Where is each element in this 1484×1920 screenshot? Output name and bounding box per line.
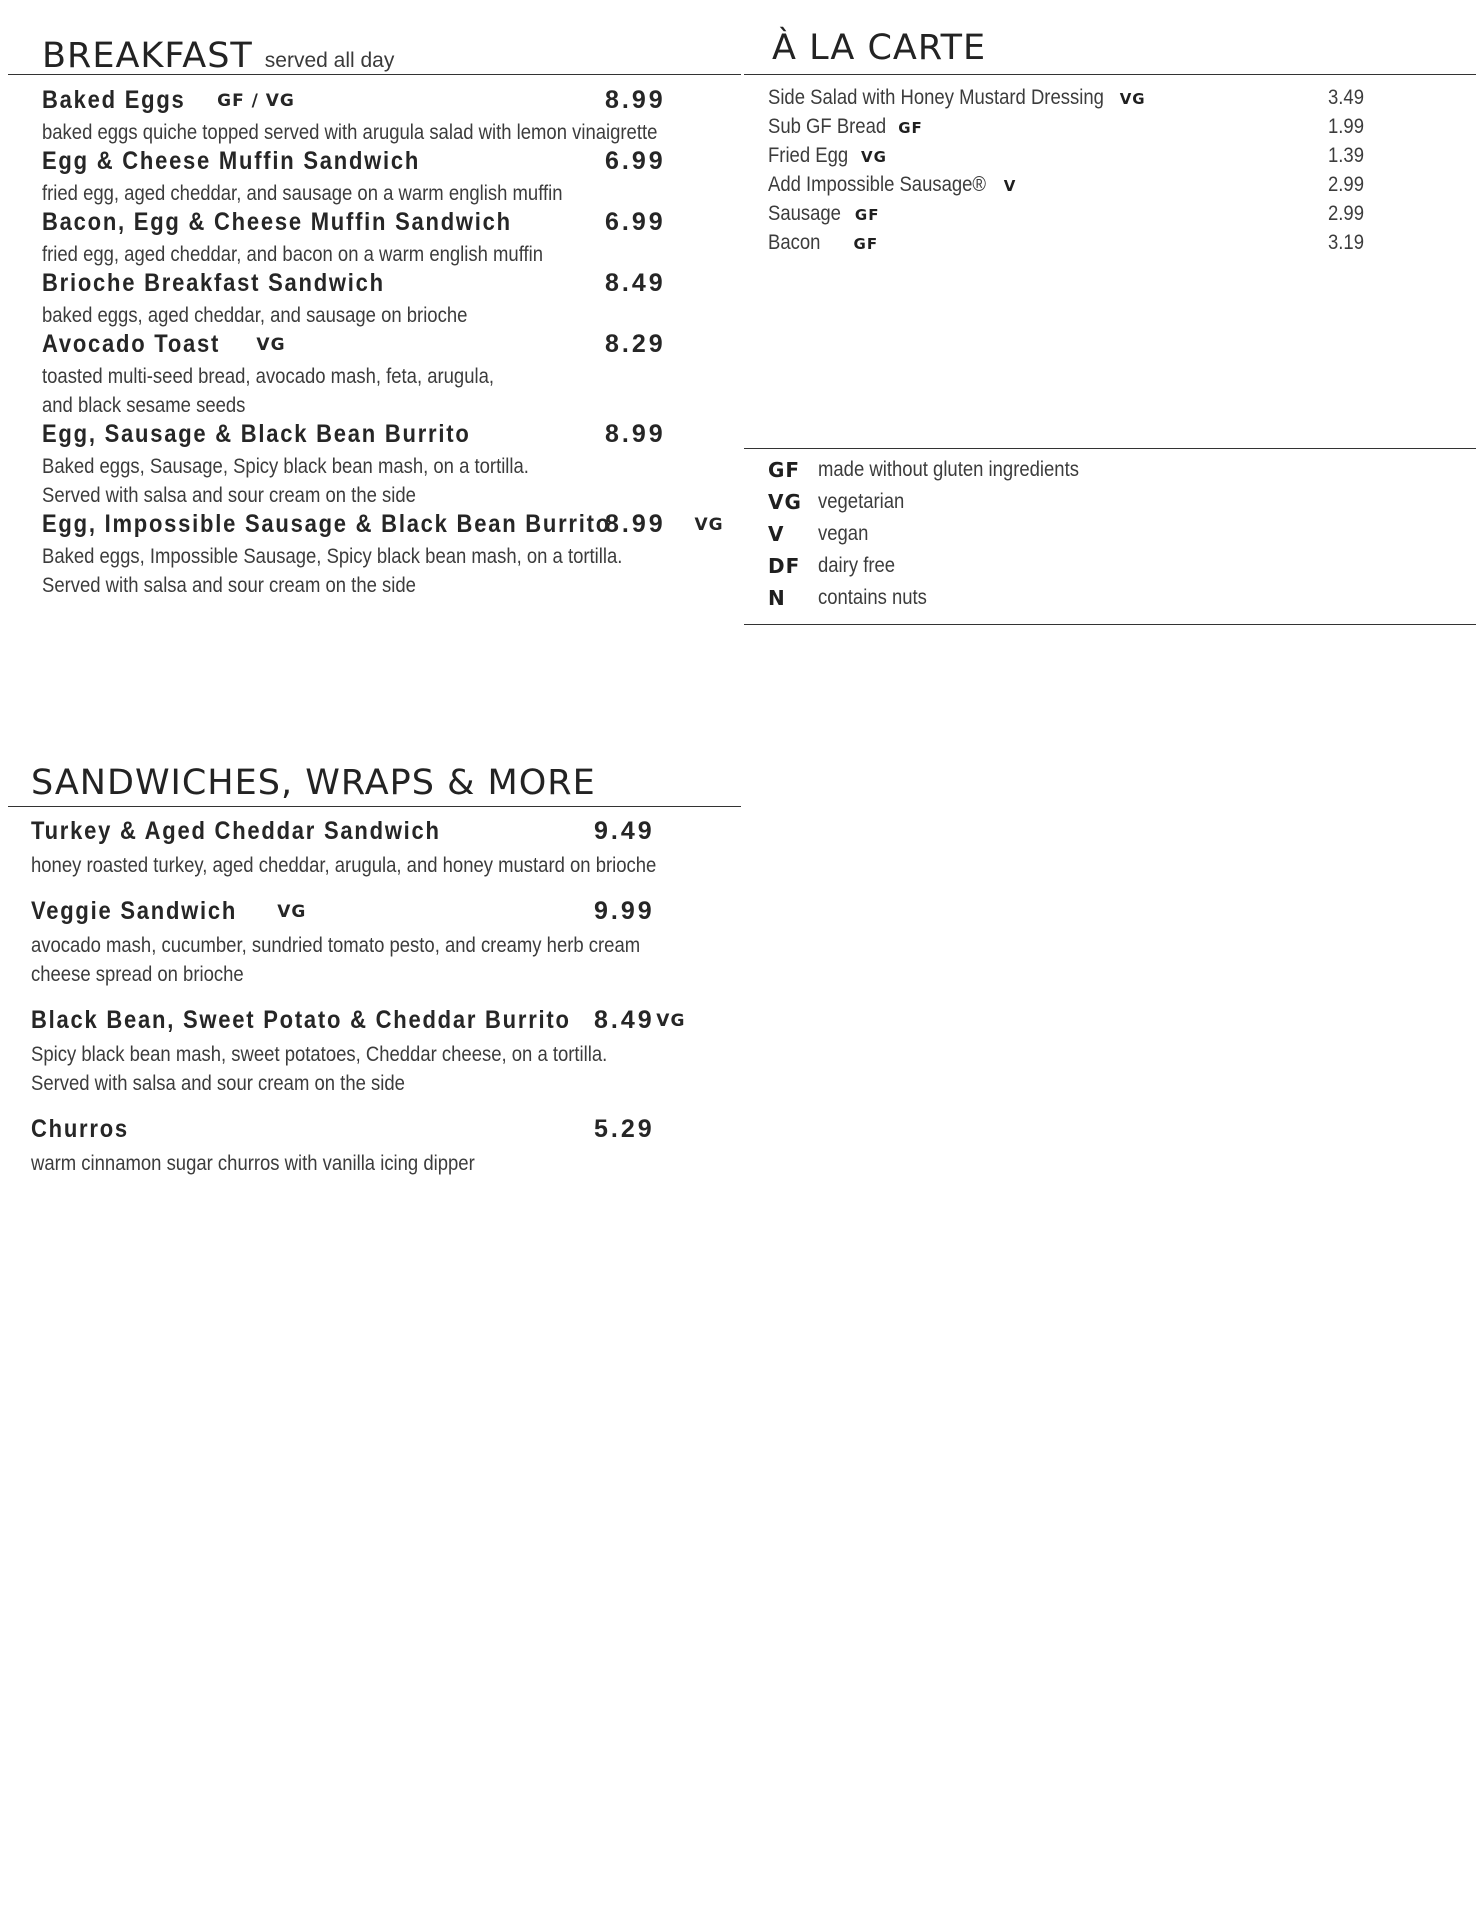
legend-text: contains nuts — [818, 586, 927, 609]
legend-bottom-divider — [744, 624, 1476, 625]
dietary-legend — [768, 454, 1468, 614]
breakfast-divider — [8, 74, 741, 75]
sandwich-item — [31, 1115, 731, 1178]
a-la-carte-item — [768, 231, 1468, 260]
item-description: fried egg, aged cheddar, and bacon on a warm english muffin — [42, 243, 544, 266]
legend-row — [768, 454, 1468, 486]
item-price: 2.99 — [1328, 173, 1364, 196]
breakfast-item — [42, 510, 742, 600]
breakfast-heading — [42, 36, 394, 76]
item-name: Bacon, Egg & Cheese Muffin Sandwich — [42, 208, 512, 236]
dietary-tag: VG — [277, 902, 307, 922]
item-description: Baked eggs, Impossible Sausage, Spicy black bean mash, on a tortilla. Served with salsa and sour cream on the side — [42, 545, 623, 597]
legend-text: made without gluten ingredients — [818, 458, 1079, 481]
item-name: Black Bean, Sweet Potato & Cheddar Burrito — [31, 1006, 571, 1034]
legend-text: dairy free — [818, 554, 896, 577]
legend-row — [768, 518, 1468, 550]
item-description: Baked eggs, Sausage, Spicy black bean mash, on a tortilla. Served with salsa and sour cream on the side — [42, 455, 529, 507]
dietary-tag: GF — [854, 206, 880, 224]
sandwich-item — [31, 1006, 731, 1098]
dietary-tag: GF — [898, 119, 923, 137]
item-price: 1.99 — [1328, 115, 1364, 138]
dietary-tag: VG — [861, 148, 887, 166]
legend-text: vegetarian — [818, 490, 905, 513]
a-la-carte-item — [768, 144, 1468, 173]
sandwiches-divider — [8, 806, 741, 807]
a-la-carte-item — [768, 202, 1468, 231]
item-name: Fried Egg — [768, 144, 849, 167]
item-name: Churros — [31, 1115, 129, 1143]
a-la-carte-item — [768, 173, 1468, 202]
breakfast-item — [42, 208, 742, 269]
a-la-carte-divider — [744, 74, 1476, 75]
legend-top-divider — [744, 448, 1476, 449]
item-name: Sausage — [768, 202, 841, 225]
item-price: 1.39 — [1328, 144, 1364, 167]
breakfast-item — [42, 330, 742, 420]
item-name: Side Salad with Honey Mustard Dressing — [768, 86, 1104, 109]
item-name: Veggie Sandwich — [31, 897, 238, 925]
legend-code: V — [768, 522, 785, 546]
sandwiches-heading: SANDWICHES, WRAPS & MORE — [31, 763, 596, 803]
legend-row — [768, 582, 1468, 614]
breakfast-item — [42, 147, 742, 208]
dietary-tag: VG — [1119, 90, 1146, 108]
item-name: Turkey & Aged Cheddar Sandwich — [31, 817, 441, 845]
item-description: avocado mash, cucumber, sundried tomato pesto, and creamy herb cream cheese spread on brioche — [31, 934, 641, 986]
item-name: Add Impossible Sausage® — [768, 173, 987, 196]
legend-code: DF — [768, 554, 801, 578]
legend-code: VG — [768, 490, 802, 514]
dietary-tag: VG — [656, 1011, 686, 1031]
item-description: Spicy black bean mash, sweet potatoes, Cheddar cheese, on a tortilla. Served with salsa and sour cream on the side — [31, 1043, 608, 1095]
legend-row — [768, 550, 1468, 582]
item-name: Egg, Sausage & Black Bean Burrito — [42, 420, 471, 448]
item-description: warm cinnamon sugar churros with vanilla icing dipper — [31, 1152, 475, 1175]
breakfast-subtitle: served all day — [264, 49, 395, 72]
item-price: 2.99 — [1328, 202, 1364, 225]
dietary-tag: GF / VG — [217, 91, 295, 111]
item-price: 3.49 — [1328, 86, 1364, 109]
item-description: honey roasted turkey, aged cheddar, arugula, and honey mustard on brioche — [31, 854, 657, 877]
dietary-tag: VG — [694, 515, 724, 535]
item-description: toasted multi-seed bread, avocado mash, feta, arugula, and black sesame seeds — [42, 365, 495, 417]
legend-text: vegan — [818, 522, 869, 545]
item-name: Brioche Breakfast Sandwich — [42, 269, 385, 297]
item-name: Egg & Cheese Muffin Sandwich — [42, 147, 421, 175]
legend-row — [768, 486, 1468, 518]
item-price: 8.49 — [594, 1006, 655, 1034]
item-name: Bacon — [768, 231, 821, 254]
item-price: 6.99 — [605, 208, 666, 236]
legend-code: N — [768, 586, 786, 610]
item-price: 8.29 — [605, 330, 666, 358]
item-name: Baked Eggs — [42, 86, 186, 114]
item-name: Avocado Toast — [42, 330, 221, 358]
breakfast-item — [42, 86, 742, 147]
item-name: Egg, Impossible Sausage & Black Bean Burrito — [42, 510, 611, 538]
item-description: baked eggs quiche topped served with arugula salad with lemon vinaigrette — [42, 121, 658, 144]
item-description: baked eggs, aged cheddar, and sausage on brioche — [42, 304, 468, 327]
a-la-carte-item — [768, 86, 1468, 115]
item-price: 9.99 — [594, 897, 655, 925]
item-price: 8.99 — [605, 86, 666, 114]
legend-code: GF — [768, 458, 801, 482]
sandwiches-list — [31, 817, 731, 1195]
item-price: 6.99 — [605, 147, 666, 175]
sandwich-item — [31, 897, 731, 989]
a-la-carte-item — [768, 115, 1468, 144]
dietary-tag: GF — [853, 235, 879, 253]
a-la-carte-heading: À LA CARTE — [772, 28, 987, 68]
item-price: 8.49 — [605, 269, 666, 297]
breakfast-list — [42, 86, 742, 600]
sandwich-item — [31, 817, 731, 880]
breakfast-item — [42, 420, 742, 510]
dietary-tag: VG — [256, 335, 286, 355]
item-description: fried egg, aged cheddar, and sausage on a warm english muffin — [42, 182, 563, 205]
breakfast-title: BREAKFAST — [42, 36, 253, 76]
breakfast-item — [42, 269, 742, 330]
item-price: 3.19 — [1328, 231, 1364, 254]
item-price: 8.99 — [605, 510, 666, 538]
item-price: 9.49 — [594, 817, 655, 845]
item-price: 5.29 — [594, 1115, 655, 1143]
dietary-tag: V — [1003, 177, 1017, 195]
item-name: Sub GF Bread — [768, 115, 887, 138]
item-price: 8.99 — [605, 420, 666, 448]
a-la-carte-list — [768, 86, 1468, 260]
